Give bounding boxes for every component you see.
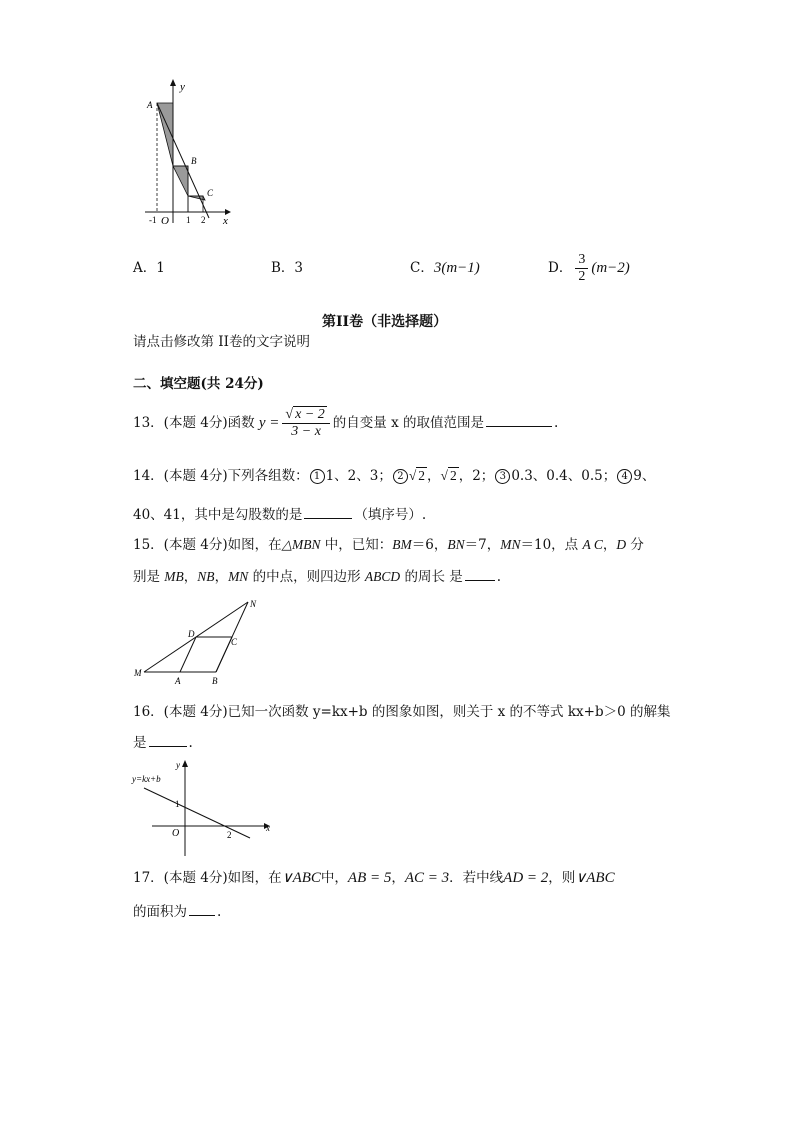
function-line — [157, 103, 209, 218]
option-b[interactable] — [271, 258, 303, 278]
q16-line2-end: . — [188, 735, 193, 751]
q13-answer-blank[interactable] — [486, 412, 552, 427]
q15-mn: MN — [500, 537, 521, 552]
option-a-label: A． — [133, 260, 157, 276]
q15-text-d: ＝7， — [464, 537, 501, 553]
option-d-denominator: 2 — [578, 269, 586, 284]
point-b-label: B — [191, 156, 197, 166]
option-c-label: C． — [410, 260, 434, 276]
label-c: C — [231, 637, 238, 647]
q13-radicand: x − 2 — [295, 407, 325, 422]
q15-text-a: 15．(本题 4分)如图，在 — [133, 537, 282, 553]
option-c-text: 3(m−1) — [433, 260, 480, 276]
label-m: M — [134, 668, 142, 678]
q16-line2-a: 是 — [133, 735, 147, 751]
circled-1: 1 — [310, 469, 325, 484]
question-14-line1: 14．(本题 4分)下列各组数： 1 1、2、3； 2 √ 2 ，√ 2 ，2； 3 0.3、0.4、0.5； 4 9、 — [133, 468, 656, 484]
section-title: 第II卷（非选择题） — [322, 314, 448, 330]
question-16-line2 — [133, 732, 193, 753]
q15-bn: BN — [447, 537, 465, 552]
segment-cb — [216, 637, 232, 672]
shaded-region-b — [173, 166, 188, 196]
function-label: y=kx+b — [132, 774, 161, 784]
q17-ac: AC = 3 — [404, 870, 450, 886]
circled-4: 4 — [617, 469, 632, 484]
point-c-label: C — [207, 188, 214, 198]
q13-denominator: 3 − x — [291, 424, 321, 439]
q15-bm: BM — [392, 537, 412, 552]
q15-ac: A C — [582, 537, 603, 552]
option-d-label: D． — [548, 260, 573, 276]
q15-line2-a: 别是 — [133, 569, 165, 585]
q15-line2-abcd: ABCD — [364, 569, 401, 584]
tick-neg1-label: -1 — [149, 215, 157, 225]
section-note[interactable]: 请点击修改第 II卷的文字说明 — [133, 334, 310, 350]
origin-label: O — [161, 215, 169, 227]
q17-triangle: ∨ABC — [281, 870, 321, 886]
q15-line2-end: . — [496, 569, 502, 585]
option-d-tail: (m−2) — [591, 260, 630, 276]
q15-text-g: 分 — [626, 537, 644, 553]
point-a-label: A — [147, 100, 153, 110]
graph-figure-top — [135, 78, 245, 228]
tick-2-label: 2 — [201, 215, 206, 225]
q15-line2-mn: MN — [228, 569, 249, 584]
part-heading: 二、填空题(共 24分) — [133, 376, 264, 392]
q13-prefix: 13．(本题 4分)函数 — [133, 415, 259, 431]
origin-label: O — [172, 828, 180, 839]
q13-fraction — [282, 407, 329, 440]
linear-graph-q16 — [130, 758, 280, 860]
q13-end: . — [553, 415, 559, 431]
q16-answer-blank[interactable] — [149, 732, 187, 747]
q15-text-c: ＝6， — [411, 537, 448, 553]
q17-text-b: 中， — [320, 870, 348, 886]
shaded-region-a — [157, 103, 173, 166]
q15-line2-nb: NB — [197, 569, 215, 584]
question-14-line2 — [133, 504, 426, 525]
y-axis-label: y — [180, 81, 185, 93]
shaded-region-c — [188, 196, 205, 200]
q15-triangle: △MBN — [281, 537, 321, 552]
q14-prefix: 14．(本题 4分)下列各组数： — [133, 468, 309, 484]
option-c[interactable] — [410, 258, 480, 278]
question-17-line2 — [133, 901, 221, 922]
q17-triangle-2: ∨ABC — [575, 870, 615, 886]
q14-group3: 0.3、0.4、0.5； — [511, 468, 617, 484]
option-d-fraction — [575, 252, 588, 285]
option-b-label: B． — [271, 260, 295, 276]
option-a-text: 1 — [156, 260, 165, 276]
function-line — [144, 788, 250, 838]
label-b: B — [212, 676, 218, 686]
q17-text-e: ，则 — [548, 870, 576, 886]
q15-line2-c: ， — [183, 569, 198, 585]
q15-line2-i: 的周长 是 — [400, 569, 463, 585]
y-axis-arrow — [170, 79, 176, 86]
q17-line2-end: . — [217, 904, 222, 920]
q17-ab: AB = 5 — [347, 870, 392, 886]
y-axis-label: y — [176, 760, 180, 770]
q14-group1: 1、2、3； — [325, 468, 392, 484]
sqrt-icon: √ — [440, 468, 448, 483]
q15-line2-e: ， — [214, 569, 229, 585]
x-axis-label: x — [266, 823, 270, 833]
q14-line2-a: 40、41，其中是勾股数的是 — [133, 507, 303, 523]
question-16-line1: 16．(本题 4分)已知一次函数 y=kx+b 的图象如图，则关于 x 的不等式 kx+b＞0 的解集 — [133, 704, 671, 720]
q15-d: D — [616, 537, 627, 552]
q17-text-a: 17．(本题 4分)如图，在 — [133, 870, 282, 886]
question-15-line2 — [133, 566, 501, 587]
q15-text-f: ， — [602, 537, 617, 553]
q15-line2-mb: MB — [164, 569, 184, 584]
q13-y-eq: y = — [258, 415, 280, 431]
circled-3: 3 — [495, 469, 510, 484]
tick-2-label: 2 — [227, 830, 232, 840]
q13-suffix: 的自变量 x 的取值范围是 — [332, 415, 484, 431]
option-a[interactable] — [133, 258, 165, 278]
question-17-line1 — [133, 868, 615, 888]
q14-sqrt-b: √ 2 — [440, 468, 457, 483]
label-n: N — [250, 599, 257, 609]
question-13 — [133, 402, 558, 444]
tick-1-label: 1 — [186, 215, 191, 225]
label-d: D — [188, 629, 195, 639]
q14-sqrt-a: √ 2 — [408, 468, 426, 483]
tick-1-label: 1 — [175, 799, 180, 809]
triangle-figure-q15 — [130, 596, 265, 686]
q15-text-b: 中，已知： — [320, 537, 393, 553]
circled-2: 2 — [393, 469, 408, 484]
q17-answer-blank[interactable] — [189, 901, 215, 916]
q14-group4: 9、 — [633, 468, 656, 484]
q14-group2-tail: ，2； — [458, 468, 495, 484]
sqrt-icon: √ — [285, 407, 294, 422]
q15-text-e: ＝10，点 — [520, 537, 583, 553]
q13-numerator — [282, 407, 329, 424]
q17-ad: AD = 2 — [503, 870, 549, 886]
option-d[interactable] — [548, 248, 630, 288]
q15-answer-blank[interactable] — [465, 566, 495, 581]
q17-text-d: ．若中线 — [449, 870, 504, 886]
q14-line2-b: （填序号）. — [354, 507, 427, 523]
option-b-text: 3 — [294, 260, 304, 276]
question-15-line1 — [133, 535, 644, 555]
q14-answer-blank[interactable] — [304, 504, 352, 519]
y-axis-arrow — [182, 760, 188, 767]
q17-line2-a: 的面积为 — [133, 904, 187, 920]
q17-text-c: ， — [391, 870, 405, 886]
q15-line2-g: 的中点，则四边形 — [248, 569, 365, 585]
sqrt-icon: √ — [408, 468, 417, 483]
x-axis-label: x — [223, 215, 228, 227]
label-a: A — [175, 676, 181, 686]
option-d-numerator: 3 — [575, 252, 588, 269]
